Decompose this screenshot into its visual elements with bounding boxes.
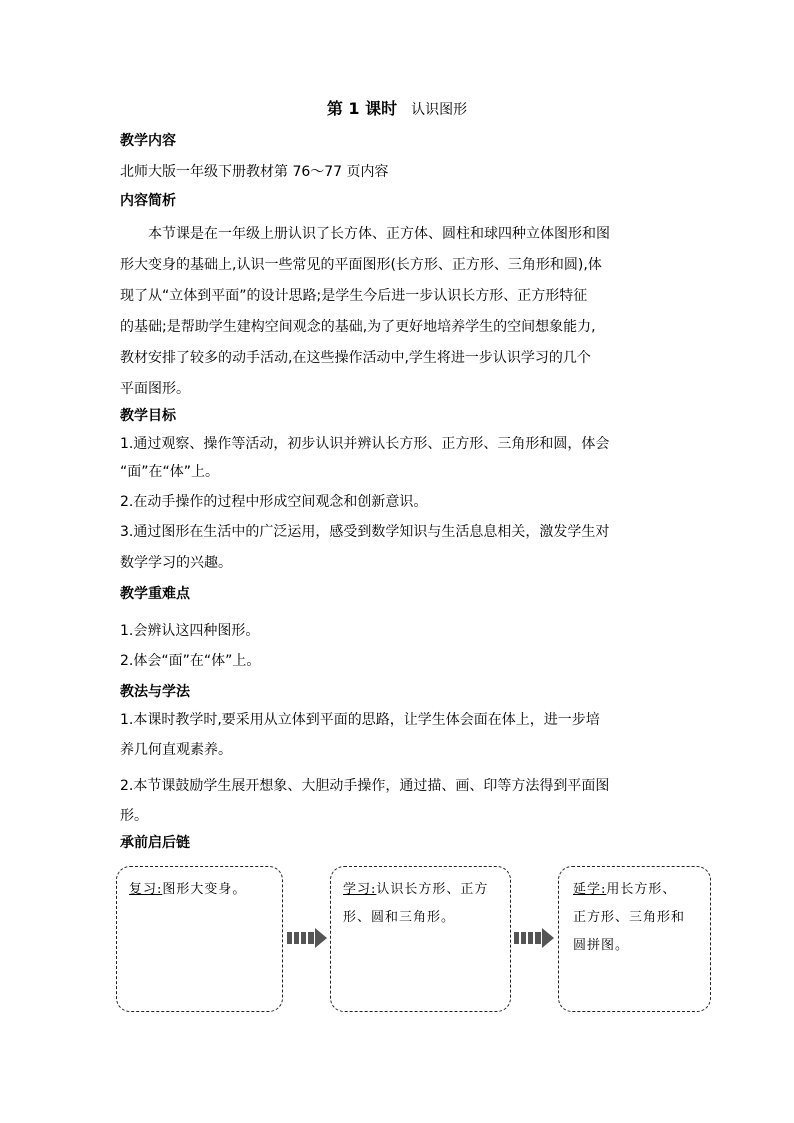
method-item-cont: 养几何直观素养。 [120,742,232,758]
goal-item: 1.通过观察、操作等活动，初步认识并辨认长方形、正方形、三角形和圆，体会 [120,436,610,452]
brief-line: 教材安排了较多的动手活动,在这些操作活动中,学生将进一步认识学习的几个 [120,350,591,366]
brief-line: 本节课是在一年级上册认识了长方体、正方体、圆柱和球四种立体图形和图 [148,226,610,242]
extend-text: 用长方形、 [606,882,677,897]
brief-paragraph [120,219,680,405]
learn-text: 形、圆和三角形。 [343,910,456,925]
learn-tag: 学习: [343,882,377,897]
keypoint-item: 2.体会“面”在“体”上。 [120,653,261,669]
extend-tag: 延学: [573,882,607,897]
goal-item: 3.通过图形在生活中的广泛运用，感受到数学知识与生活息息相关，激发学生对 [120,524,610,540]
goal-item-cont: 数学学习的兴趣。 [120,555,232,571]
keypoint-item: 1.会辨认这四种图形。 [120,623,260,639]
content-text: 北师大版一年级下册教材第 76～77 页内容 [120,164,389,180]
arrow-right-icon [514,928,556,948]
goal-item-cont: “面”在“体”上。 [120,464,220,480]
heading-keypoints: 教学重难点 [120,586,190,602]
review-text: 图形大变身。 [162,882,247,897]
goal-item: 2.在动手操作的过程中形成空间观念和创新意识。 [120,494,428,510]
brief-line: 现了从“立体到平面”的设计思路;是学生今后进一步认识长方形、正方形特征 [120,288,588,304]
brief-line: 平面图形。 [120,381,190,397]
learn-box [330,866,511,1012]
review-tag: 复习: [129,882,163,897]
lesson-number: 第 1 课时 [326,99,398,118]
method-item: 2.本节课鼓励学生展开想象、大胆动手操作，通过描、画、印等方法得到平面图 [120,778,610,794]
arrow-right-icon [287,928,329,948]
heading-methods: 教法与学法 [120,684,190,700]
brief-line: 的基础;是帮助学生建构空间观念的基础,为了更好地培养学生的空间想象能力, [120,319,596,335]
heading-goals: 教学目标 [120,408,176,424]
extend-text: 圆拼图。 [573,938,630,953]
heading-chain: 承前启后链 [120,835,190,851]
learn-text: 认识长方形、正方 [376,882,489,897]
extend-box [558,866,711,1012]
brief-line: 形大变身的基础上,认识一些常见的平面图形(长方形、正方形、三角形和圆),体 [120,257,602,273]
review-box [116,866,283,1012]
extend-text: 正方形、三角形和 [573,910,686,925]
heading-brief: 内容简析 [120,193,176,209]
lesson-title [0,98,794,121]
method-item-cont: 形。 [120,808,148,824]
method-item: 1.本课时教学时,要采用从立体到平面的思路，让学生体会面在体上，进一步培 [120,712,600,728]
lesson-topic: 认识图形 [411,102,468,118]
heading-content: 教学内容 [120,133,176,149]
